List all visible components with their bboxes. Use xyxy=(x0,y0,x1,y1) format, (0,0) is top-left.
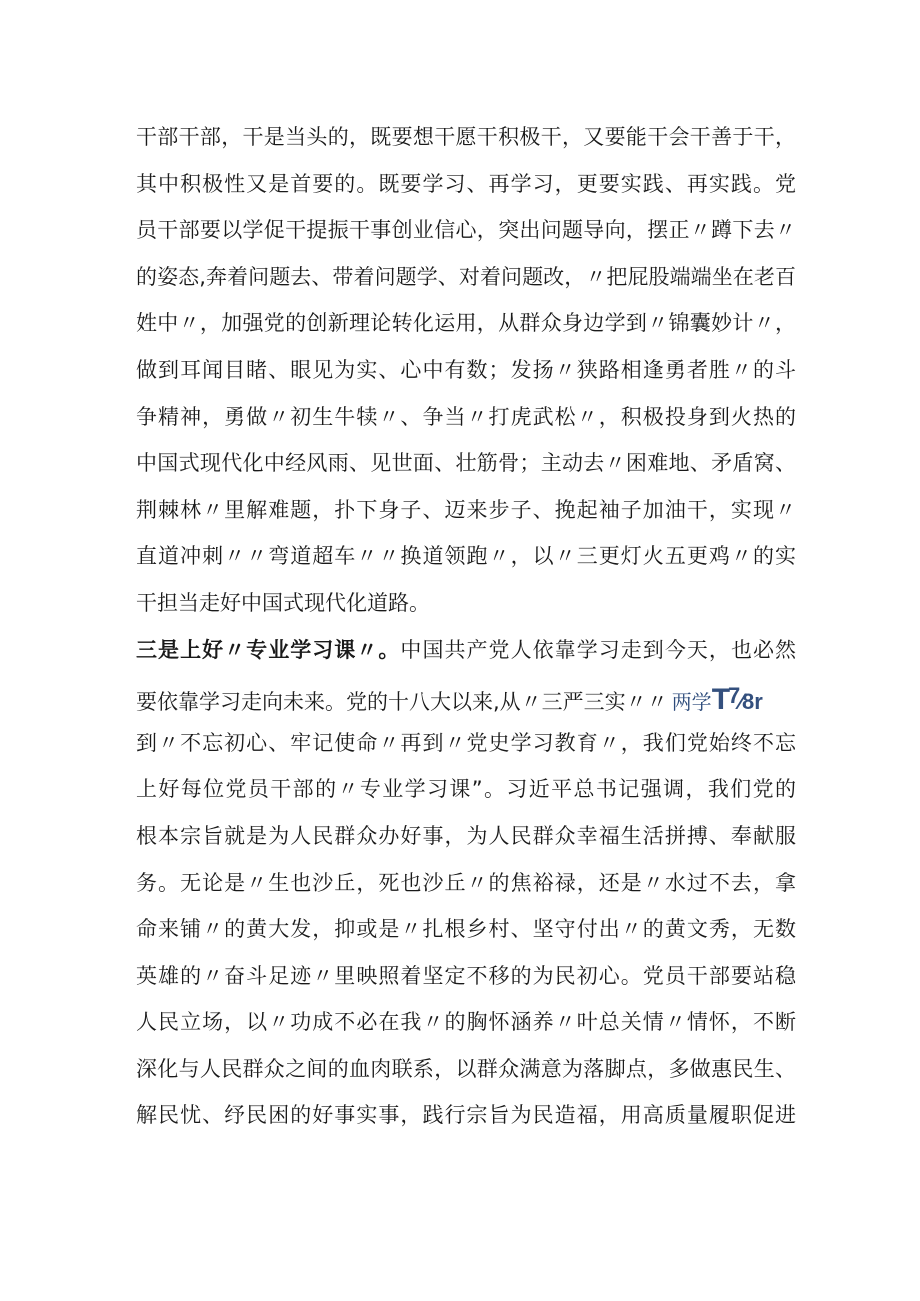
paragraph-2 xyxy=(136,627,796,1140)
text-line: 务。无论是〃生也沙丘，死也沙丘〃的焦裕禄，还是〃水过不去，拿 xyxy=(136,870,796,895)
text-line: 干担当走好中国式现代化道路。 xyxy=(136,590,430,615)
text-run: 中国共产党人依靠学习走到今天，也必然 xyxy=(400,637,797,662)
text-line: 直道冲刺〃〃弯道超车〃〃换道领跑〃，以〃三更灯火五更鸡〃的实 xyxy=(136,544,796,569)
text-line: 根本宗旨就是为人民群众办好事，为人民群众幸福生活拼搏、奉献服 xyxy=(136,823,796,848)
artifact-sub: 8r xyxy=(741,689,763,715)
body-text xyxy=(136,114,796,1139)
artifact-big-letter: T xyxy=(711,683,731,717)
text-line: 深化与人民群众之间的血肉联系，以群众满意为落脚点，多做惠民生、 xyxy=(136,1056,796,1081)
text-line: 英雄的〃奋斗足迹〃里映照着坚定不移的为民初心。党员干部要站稳 xyxy=(136,963,796,988)
artifact-sup: 7 xyxy=(728,683,741,709)
artifact-slash: ⁄ xyxy=(739,689,743,715)
text-line: 解民忧、纾民困的好事实事，践行宗旨为民造福，用高质量履职促进 xyxy=(136,1103,796,1128)
text-run: 要依靠学习走向未来。党的十八大以来,从〃三严三实〃〃 xyxy=(136,690,668,715)
text-line xyxy=(136,673,796,720)
text-line: 人民立场，以〃功成不必在我〃的胸怀涵养〃叶总关情〃情怀，不断 xyxy=(136,1010,796,1035)
text-line: 到〃不忘初心、牢记使命〃再到〃党史学习教育〃，我们党始终不忘 xyxy=(136,730,796,755)
text-line: 命来铺〃的黄大发，抑或是〃扎根乡村、坚守付出〃的黄文秀，无数 xyxy=(136,917,796,942)
text-line: 做到耳闻目睹、眼见为实、心中有数；发扬〃狭路相逢勇者胜〃的斗 xyxy=(136,357,796,382)
text-line: 干部干部，干是当头的，既要想干愿干积极干，又要能干会干善于干， xyxy=(136,125,796,149)
paragraph-1 xyxy=(136,114,796,627)
text-line: 员干部要以学促干提振干事创业信心，突出问题导向，摆正〃蹲下去〃 xyxy=(136,218,796,243)
text-line: 争精神，勇做〃初生牛犊〃、争当〃打虎武松〃，积极投身到火热的 xyxy=(136,404,796,429)
text-line: 姓中〃，加强党的创新理论转化运用，从群众身边学到〃锦囊妙计〃， xyxy=(136,311,796,336)
text-line: 其中积极性又是首要的。既要学习、再学习，更要实践、再实践。党 xyxy=(136,171,796,196)
section-heading: 三是上好〃专业学习课〃。 xyxy=(136,637,401,662)
text-line: 的姿态,奔着问题去、带着问题学、对着问题改，〃把屁股端端坐在老百 xyxy=(136,264,796,289)
heading-line xyxy=(136,627,796,674)
artifact-small-text: 两学 xyxy=(671,692,712,715)
text-line: 荆棘林〃里解难题，扑下身子、迈来步子、挽起袖子加油干，实现〃 xyxy=(136,497,796,522)
garbled-scan-artifact xyxy=(672,673,763,727)
text-line: 上好每位党员干部的〃专业学习课”。习近平总书记强调，我们党的 xyxy=(136,777,796,802)
text-line: 中国式现代化中经风雨、见世面、壮筋骨；主动去〃困难地、矛盾窝、 xyxy=(136,451,796,476)
